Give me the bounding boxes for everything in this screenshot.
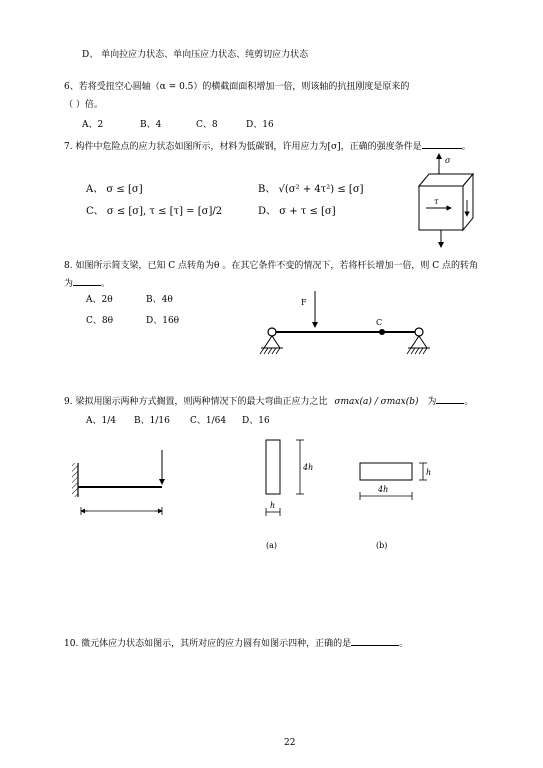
q9-cantilever-figure	[72, 450, 162, 515]
q9-stem-wei: 为	[427, 397, 437, 407]
q8-left-pin	[268, 328, 276, 336]
q9-section-b-caption: (b)	[376, 541, 388, 550]
q8-option-b: B、4θ	[146, 295, 173, 305]
q9-stem-text: 9. 梁拟用图示两种方式搁置，则两种情况下的最大弯曲正应力之比	[64, 397, 328, 407]
q9-option-a: A、1/4	[86, 416, 116, 426]
q7-stem-text: 7. 构件中危险点的应力状态如图所示，材料为低碳钢，许用应力为[σ]，正确的强度条件是	[64, 142, 422, 152]
q8-right-support	[411, 336, 427, 348]
q8-right-ground-hatch	[407, 348, 427, 354]
q9-section-b-h-label: h	[426, 468, 432, 477]
q7-option-a: A、 σ ≤ [σ]	[86, 184, 143, 195]
q8-right-pin	[415, 328, 423, 336]
q7-tau-label: τ	[434, 197, 439, 206]
q9-section-b-figure	[360, 463, 431, 550]
q7-option-b: B、 √(σ² + 4τ²) ≤ [σ]	[258, 184, 364, 195]
q6-option-a: A、2	[82, 120, 104, 130]
q9-option-b: B、1/16	[134, 416, 170, 426]
q9-stress-ratio: σmax(a) / σmax(b)	[334, 397, 419, 407]
q8-left-support	[264, 336, 280, 348]
q9-option-c: C、1/64	[190, 416, 227, 426]
q7-option-c: C、 σ ≤ [σ], τ ≤ [τ] = [σ]/2	[86, 206, 223, 217]
q8-point-c-label: C	[376, 318, 383, 327]
q8-stem-line1: 8. 如图所示简支梁，已知 C 点转角为θ 。在其它条件不变的情况下，若将杆长增加一倍，则 C 点的转角	[64, 261, 478, 271]
q7-stem-end: 。	[461, 142, 471, 152]
q8-beam-figure	[260, 291, 430, 354]
q9-section-a-caption: (a)	[266, 541, 278, 550]
q7-option-d: D、 σ + τ ≤ [σ]	[258, 206, 336, 217]
q7-stress-element-figure	[419, 154, 473, 247]
q8-left-ground-hatch	[260, 348, 280, 354]
q8-stem-end: 。	[101, 279, 111, 289]
q10-stem-end: 。	[399, 639, 409, 649]
q8-point-c	[379, 329, 385, 335]
q6-option-b: B、4	[140, 120, 162, 130]
q9-section-a-figure	[266, 440, 313, 550]
q9-section-a-h-label: h	[270, 501, 276, 510]
q9-section-a-4h-label: 4h	[303, 463, 314, 472]
q8-option-a: A、2θ	[86, 295, 113, 305]
q9-wall-hatch	[72, 463, 78, 497]
q6-stem-line1: 6、若将受扭空心圆轴（α = 0.5）的横截面面积增加一倍，则该轴的抗扭刚度是原来的	[64, 82, 410, 92]
q5-option-d: D、 单向拉应力状态、单向压应力状态、纯剪切应力状态	[82, 50, 309, 60]
q9-section-b-4h-label: 4h	[378, 485, 389, 494]
q8-option-d: D、16θ	[146, 316, 180, 326]
q6-option-d: D、16	[246, 120, 274, 130]
q8-stem-prefix: 为	[64, 279, 74, 289]
page-number: 22	[284, 738, 296, 748]
q7-sigma-label: σ	[445, 156, 451, 165]
q10-stem-text: 10. 微元体应力状态如图示，其所对应的应力圆有如图示四种，正确的是	[64, 639, 352, 649]
q6-stem-line2: （ ）倍。	[64, 100, 103, 110]
q9-section-b-rect	[360, 463, 412, 480]
q9-stem-end: 。	[464, 397, 474, 407]
q8-option-c: C、8θ	[86, 316, 114, 326]
q8-force-label: F	[301, 298, 307, 307]
q9-section-a-rect	[266, 440, 280, 494]
q6-option-c: C、8	[196, 120, 218, 130]
q9-option-d: D、16	[242, 416, 270, 426]
